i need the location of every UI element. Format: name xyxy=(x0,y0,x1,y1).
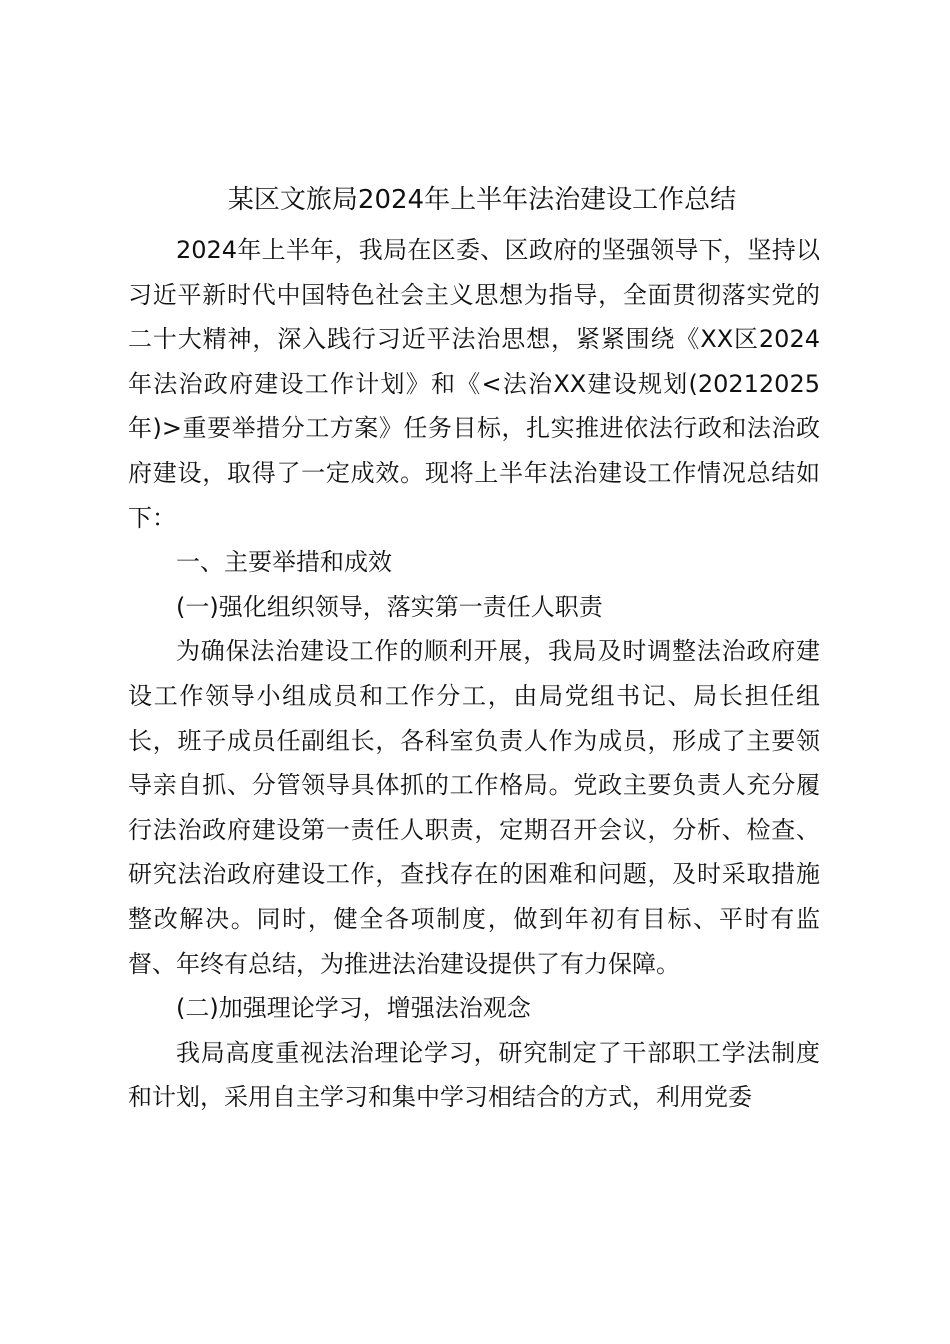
section-heading-1: 一、主要举措和成效 xyxy=(176,548,392,577)
subsection-heading-2: (二)加强理论学习，增强法治观念 xyxy=(176,994,531,1023)
subsection-1-paragraph: 为确保法治建设工作的顺利开展，我局及时调整法治政府建设工作领导小组成员和工作分工，由局党组书记、局长担任组长，班子成员任副组长，各科室负责人作为成员，形成了主要领导亲自抓、分管领导具体抓的工作格局。党政主要负责人充分履行法治政府建设第一责任人职责，定期召开会议，分析、检查、研究法治政府建设工作，查找存在的困难和问题，及时采取措施整改解决。同时，健全各项制度，做到年初有目标、平时有监督、年终有总结，为推进法治建设提供了有力保障。 xyxy=(128,637,820,978)
subsection-heading-1: (一)强化组织领导，落实第一责任人职责 xyxy=(176,592,603,621)
intro-paragraph: 2024年上半年，我局在区委、区政府的坚强领导下，坚持以习近平新时代中国特色社会主义思想为指导，全面贯彻落实党的二十大精神，深入践行习近平法治思想，紧紧围绕《XX区2024年法治政府建设工作计划》和《<法治XX建设规划(20212025年)>重要举措分工方案》任务目标，扎实推进依法行政和法治政府建设，取得了一定成效。现将上半年法治建设工作情况总结如下： xyxy=(128,236,820,532)
subsection-2-paragraph: 我局高度重视法治理论学习，研究制定了干部职工学法制度和计划，采用自主学习和集中学习相结合的方式，利用党委 xyxy=(128,1038,820,1112)
document-page xyxy=(128,172,820,1120)
document-title: 某区文旅局2024年上半年法治建设工作总结 xyxy=(227,185,737,215)
